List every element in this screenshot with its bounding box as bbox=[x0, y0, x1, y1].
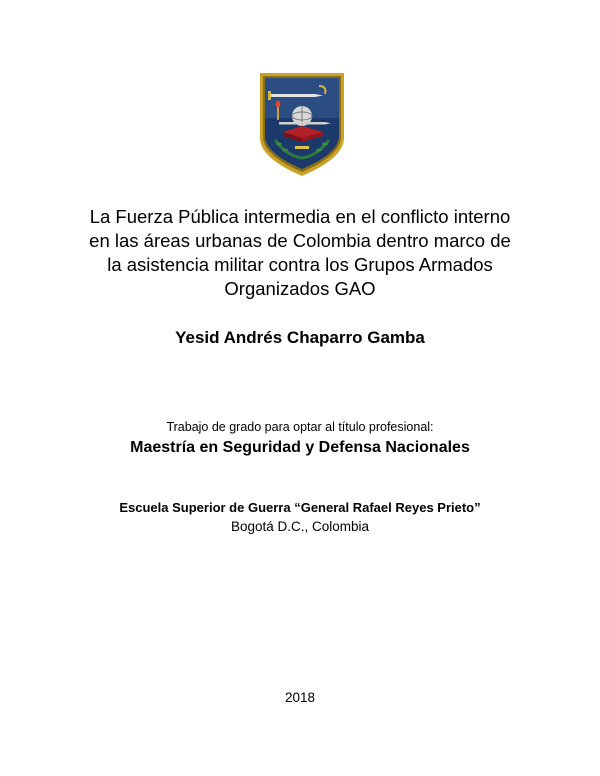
thesis-title-line: en las áreas urbanas de Colombia dentro marco de bbox=[89, 230, 511, 251]
thesis-title-line: la asistencia militar contra los Grupos Armados bbox=[107, 254, 493, 275]
author-name: Yesid Andrés Chaparro Gamba bbox=[175, 328, 425, 347]
thesis-title-line: La Fuerza Pública intermedia en el conflicto interno bbox=[89, 206, 511, 227]
degree-name: Maestría en Seguridad y Defensa Nacionales bbox=[130, 439, 470, 456]
thesis-title-line: Organizados GAO bbox=[224, 278, 376, 299]
degree-intro: Trabajo de grado para optar al título profesional: bbox=[166, 420, 434, 434]
publication-year: 2018 bbox=[284, 690, 316, 705]
shield-crest-icon bbox=[257, 70, 347, 178]
thesis-title bbox=[60, 205, 540, 301]
school-name: Escuela Superior de Guerra “General Rafael Reyes Prieto” bbox=[119, 500, 481, 515]
city-country: Bogotá D.C., Colombia bbox=[230, 519, 370, 534]
